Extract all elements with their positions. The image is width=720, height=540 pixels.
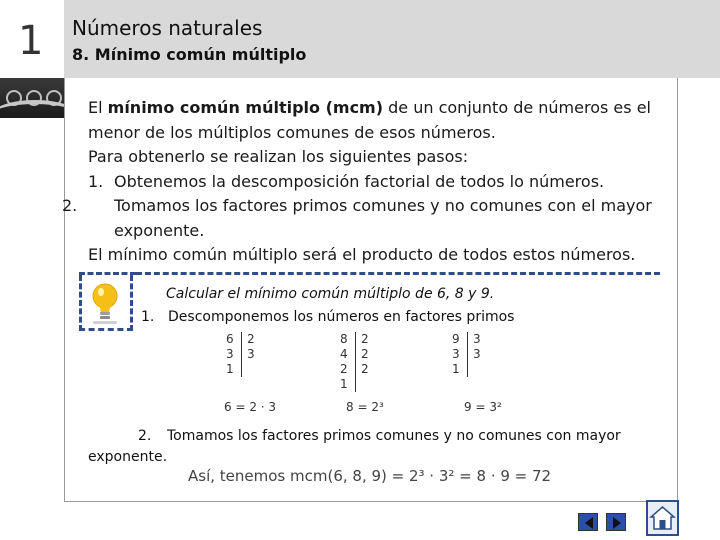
- dividend-value: 1: [226, 362, 234, 376]
- factor-value: 3: [247, 347, 255, 361]
- left-arrow-icon: [579, 514, 599, 532]
- factor-column: [247, 332, 261, 362]
- exercise-step-1: [141, 309, 514, 325]
- definition-paragraph: [88, 96, 658, 145]
- step-item: [62, 194, 658, 243]
- division-bar: [241, 332, 242, 377]
- dividend-value: 2: [340, 362, 348, 376]
- right-arrow-icon: [607, 514, 627, 532]
- dividend-value: 8: [340, 332, 348, 346]
- factor-value: 2: [361, 347, 369, 361]
- factor-column: [473, 332, 487, 362]
- page-title: Números naturales: [72, 16, 263, 40]
- step-number: 1.: [88, 171, 104, 191]
- dashed-divider: [136, 272, 660, 275]
- factor-value: 3: [473, 332, 481, 346]
- factorization-result: 9 = 3²: [464, 400, 502, 414]
- definition-text: [62, 96, 658, 268]
- step-number: 1.: [141, 309, 155, 325]
- previous-button[interactable]: [578, 513, 598, 531]
- next-button[interactable]: [606, 513, 626, 531]
- factor-value: 3: [473, 347, 481, 361]
- factorization-result: 8 = 2³: [346, 400, 384, 414]
- dividend-column: [340, 332, 354, 392]
- header: [0, 0, 720, 78]
- division-bar: [467, 332, 468, 377]
- dividend-value: 3: [226, 347, 234, 361]
- dividend-value: 1: [452, 362, 460, 376]
- division-bar: [355, 332, 356, 392]
- dividend-value: 3: [452, 347, 460, 361]
- factor-value: 2: [361, 362, 369, 376]
- step-text: Tomamos los factores primos comunes y no comunes con mayor: [167, 428, 621, 444]
- definition-body: de un conjunto de números es el menor de los múltiplos comunes de esos números.: [88, 98, 651, 142]
- dividend-value: 6: [226, 332, 234, 346]
- step-2-line: [88, 426, 648, 447]
- step-text: Tomamos los factores primos comunes y no comunes con el mayor exponente.: [114, 196, 652, 240]
- home-icon: [648, 502, 677, 534]
- steering-wheel-icon: [0, 100, 64, 118]
- factorization-result: 6 = 2 · 3: [224, 400, 277, 414]
- dividend-value: 4: [340, 347, 348, 361]
- exercise-step-2: [88, 426, 648, 468]
- factor-column: [361, 332, 375, 377]
- dividend-value: 9: [452, 332, 460, 346]
- dividend-value: 1: [340, 377, 348, 391]
- exercise-title: Calcular el mínimo común múltiplo de 6, 8 y 9.: [166, 286, 495, 302]
- unit-number: 1: [18, 18, 44, 64]
- step-number: 2.: [138, 428, 152, 444]
- dividend-column: [452, 332, 466, 377]
- dashboard-photo: [0, 78, 64, 118]
- step-number: 2.: [62, 196, 78, 215]
- definition-lead: El: [88, 98, 108, 117]
- steps-intro: Para obtenerlo se realizan los siguientes pasos:: [88, 147, 469, 166]
- page-subtitle: 8. Mínimo común múltiplo: [72, 45, 307, 64]
- lightbulb-icon: [90, 282, 120, 326]
- step-text: Descomponemos los números en factores primos: [168, 309, 515, 325]
- step-item: [88, 170, 658, 195]
- closing-text: El mínimo común múltiplo será el producto de todos estos números.: [88, 245, 636, 264]
- step-text: Obtenemos la descomposición factorial de todos lo números.: [114, 171, 605, 191]
- mcm-result: Así, tenemos mcm(6, 8, 9) = 2³ · 3² = 8 · 9 = 72: [188, 467, 552, 485]
- dividend-column: [226, 332, 240, 377]
- step-text-continuation: exponente.: [88, 449, 168, 465]
- home-button[interactable]: [646, 500, 679, 536]
- factor-value: 2: [247, 332, 255, 346]
- factor-value: 2: [361, 332, 369, 346]
- definition-term: mínimo común múltiplo (mcm): [107, 98, 384, 117]
